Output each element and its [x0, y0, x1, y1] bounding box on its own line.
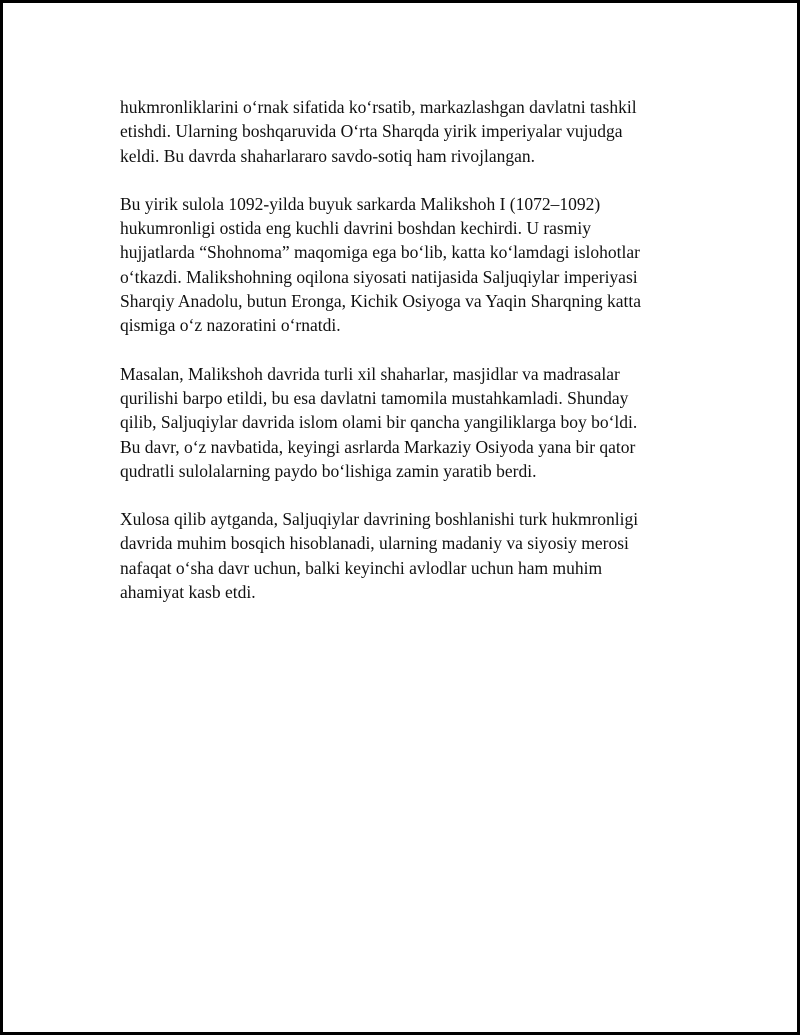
- paragraph-2: [120, 192, 690, 338]
- text-line: hukumronligi ostida eng kuchli davrini boshdan kechirdi. U rasmiy: [120, 218, 591, 239]
- paragraph-3: [120, 362, 690, 483]
- text-line: hujjatlarda “Shohnoma” maqomiga ega bo‘lib, katta ko‘lamdagi islohotlar: [120, 242, 640, 263]
- text-line: o‘tkazdi. Malikshohning oqilona siyosati natijasida Saljuqiylar imperiyasi: [120, 266, 638, 287]
- text-line: hukmronliklarini o‘rnak sifatida ko‘rsatib, markazlashgan davlatni tashkil: [120, 97, 637, 117]
- text-line: nafaqat o‘sha davr uchun, balki keyinchi avlodlar uchun ham muhim: [120, 557, 603, 578]
- text-line: qurilishi barpo etildi, bu esa davlatni tamomila mustahkamladi. Shunday: [120, 387, 629, 408]
- text-line: davrida muhim bosqich hisoblanadi, ularning madaniy va siyosiy merosi: [120, 533, 629, 554]
- text-line: Masalan, Malikshoh davrida turli xil shaharlar, masjidlar va madrasalar: [120, 363, 620, 384]
- document-body: [120, 95, 690, 628]
- text-line: Bu davr, o‘z navbatida, keyingi asrlarda Markaziy Osiyoda yana bir qator: [120, 436, 636, 457]
- text-line: qismiga o‘z nazoratini o‘rnatdi.: [120, 315, 341, 336]
- text-line: etishdi. Ularning boshqaruvida O‘rta Sharqda yirik imperiyalar vujudga: [120, 121, 623, 142]
- text-line: qudratli sulolalarning paydo bo‘lishiga zamin yaratib berdi.: [120, 460, 537, 481]
- paragraph-1: [120, 95, 690, 168]
- text-line: keldi. Bu davrda shaharlararo savdo-sotiq ham rivojlangan.: [120, 145, 536, 166]
- text-line: qilib, Saljuqiylar davrida islom olami bir qancha yangiliklarga boy bo‘ldi.: [120, 412, 638, 433]
- paragraph-4: [120, 507, 690, 604]
- text-line: Sharqiy Anadolu, butun Eronga, Kichik Osiyoga va Yaqin Sharqning katta: [120, 291, 642, 312]
- text-line: Bu yirik sulola 1092-yilda buyuk sarkarda Malikshoh I (1072–1092): [120, 193, 601, 214]
- text-line: Xulosa qilib aytganda, Saljuqiylar davrining boshlanishi turk hukmronligi: [120, 509, 639, 530]
- text-line: ahamiyat kasb etdi.: [120, 582, 256, 603]
